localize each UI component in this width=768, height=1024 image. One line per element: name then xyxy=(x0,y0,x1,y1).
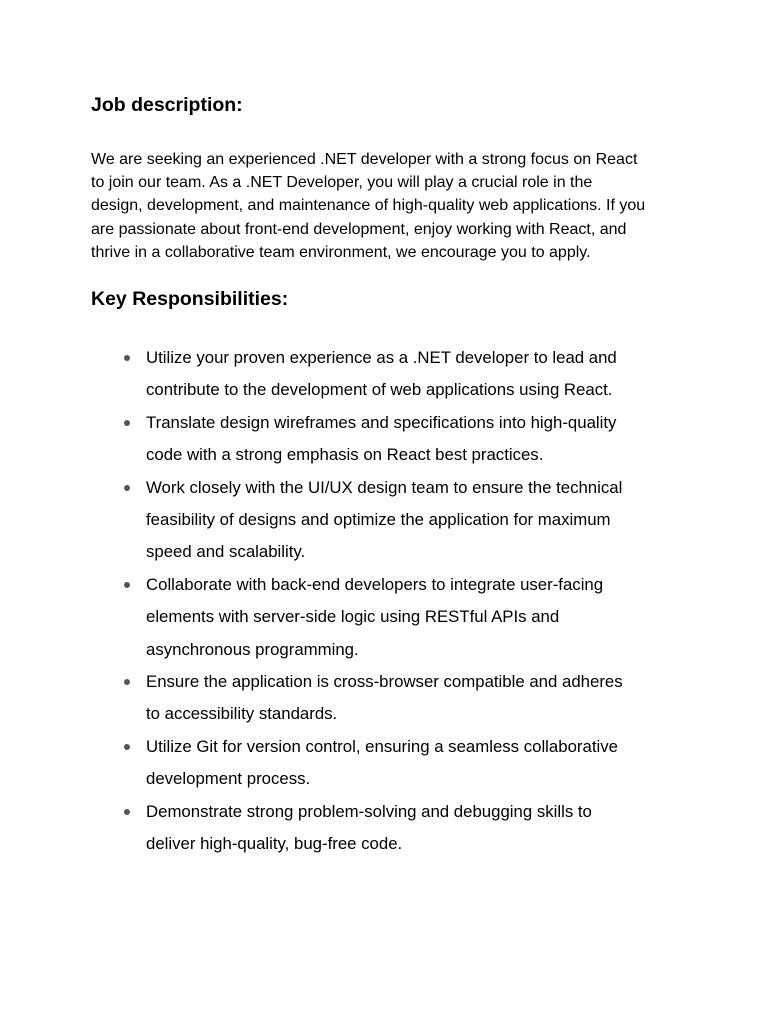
list-item xyxy=(91,472,711,569)
list-item xyxy=(91,666,711,731)
job-description-heading: Job description: xyxy=(91,94,243,116)
paragraph-line: thrive in a collaborative team environment, we encourage you to apply. xyxy=(91,243,591,261)
list-item-line: contribute to the development of web applications using React. xyxy=(146,380,613,400)
responsibilities-list xyxy=(91,342,711,861)
list-item-line: Utilize Git for version control, ensuring a seamless collaborative xyxy=(146,736,618,756)
bullet-icon xyxy=(124,809,130,815)
paragraph-line: We are seeking an experienced .NET developer with a strong focus on React xyxy=(91,151,638,168)
paragraph-line: are passionate about front-end development, enjoy working with React, and xyxy=(91,220,627,238)
paragraph-line: design, development, and maintenance of high-quality web applications. If you xyxy=(91,197,646,215)
bullet-icon xyxy=(124,582,130,588)
bullet-icon xyxy=(124,485,130,491)
list-item-line: Collaborate with back-end developers to integrate user-facing xyxy=(146,574,604,594)
bullet-icon xyxy=(124,744,130,750)
bullet-icon xyxy=(124,420,130,426)
paragraph-line: to join our team. As a .NET Developer, you will play a crucial role in the xyxy=(91,174,593,192)
list-item xyxy=(91,796,711,861)
list-item-line: Work closely with the UI/UX design team to ensure the technical xyxy=(146,477,623,497)
job-description-paragraph xyxy=(91,148,691,264)
list-item-line: Demonstrate strong problem-solving and debugging skills to xyxy=(146,801,592,821)
list-item xyxy=(91,407,711,472)
list-item-line: code with a strong emphasis on React best practices. xyxy=(146,445,544,465)
list-item-line: to accessibility standards. xyxy=(146,704,338,724)
key-responsibilities-heading: Key Responsibilities: xyxy=(91,288,289,310)
list-item-line: elements with server-side logic using RESTful APIs and xyxy=(146,607,560,627)
list-item xyxy=(91,342,711,407)
list-item-line: Ensure the application is cross-browser compatible and adheres xyxy=(146,672,623,692)
list-item-line: asynchronous programming. xyxy=(146,639,359,659)
list-item-line: deliver high-quality, bug-free code. xyxy=(146,834,403,854)
bullet-icon xyxy=(124,355,130,361)
list-item-line: Utilize your proven experience as a .NET developer to lead and xyxy=(146,348,617,367)
list-item-line: feasibility of designs and optimize the application for maximum xyxy=(146,510,611,530)
bullet-icon xyxy=(124,679,130,685)
list-item-line: speed and scalability. xyxy=(146,542,306,562)
list-item xyxy=(91,731,711,796)
list-item-line: development process. xyxy=(146,769,311,789)
list-item xyxy=(91,569,711,666)
list-item-line: Translate design wireframes and specifications into high-quality xyxy=(146,412,617,432)
